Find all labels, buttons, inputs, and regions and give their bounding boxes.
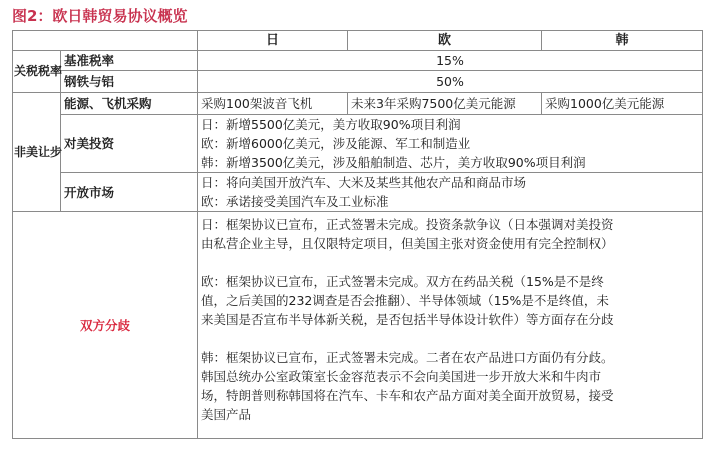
table-row bbox=[13, 71, 703, 93]
header-korea: 韩 bbox=[542, 31, 703, 51]
investment-japan: 日：新增5500亿美元，美方收取90%项目利润 bbox=[201, 117, 461, 132]
dispute-japan-line: 日：框架协议已宣布，正式签署未完成。投资条款争议（日本强调对美投资 bbox=[201, 217, 614, 232]
dispute-eu-line: 值，之后美国的232调查是否会推翻）、半导体领域（15%是不是终值，未 bbox=[201, 293, 609, 308]
steel-tariff-value: 50% bbox=[198, 71, 703, 93]
disputes-cell bbox=[198, 212, 703, 439]
header-japan: 日 bbox=[198, 31, 348, 51]
header-row bbox=[13, 31, 703, 51]
base-tariff-value: 15% bbox=[198, 51, 703, 71]
row-label: 能源、飞机采购 bbox=[61, 93, 198, 115]
dispute-korea-line: 场，特朗普则称韩国将在汽车、卡车和农产品方面对美全面开放贸易，接受 bbox=[201, 388, 614, 403]
energy-eu: 未来3年采购7500亿美元能源 bbox=[348, 93, 542, 115]
energy-japan: 采购100架波音飞机 bbox=[198, 93, 348, 115]
dispute-korea-line: 韩国总统办公室政策室长金容范表示不会向美国进一步开放大米和牛肉市 bbox=[201, 369, 602, 384]
investment-eu: 欧：新增6000亿美元，涉及能源、军工和制造业 bbox=[201, 136, 471, 151]
dispute-korea-line: 美国产品 bbox=[201, 407, 252, 422]
header-eu: 欧 bbox=[348, 31, 542, 51]
figure-title: 图2：欧日韩贸易协议概览 bbox=[12, 7, 188, 25]
investment-cell bbox=[198, 115, 703, 173]
dispute-eu-line: 来美国是否宣布半导体新关税，是否包括半导体设计软件）等方面存在分歧 bbox=[201, 312, 614, 327]
concessions-group-label: 非美让步 bbox=[13, 93, 61, 212]
dispute-japan-line: 由私营企业主导，且仅限特定项目，但美国主张对资金使用有完全控制权） bbox=[201, 236, 614, 251]
market-cell bbox=[198, 173, 703, 212]
dispute-korea-line: 韩：框架协议已宣布，正式签署未完成。二者在农产品进口方面仍有分歧。 bbox=[201, 350, 614, 365]
row-label: 基准税率 bbox=[61, 51, 198, 71]
table-row bbox=[13, 115, 703, 173]
header-empty bbox=[13, 31, 198, 51]
row-label: 对美投资 bbox=[61, 115, 198, 173]
dispute-eu-line: 欧：框架协议已宣布，正式签署未完成。双方在药品关税（15%是不是终 bbox=[201, 274, 604, 289]
investment-korea: 韩：新增3500亿美元，涉及船舶制造、芯片，美方收取90%项目利润 bbox=[201, 155, 586, 170]
row-label: 开放市场 bbox=[61, 173, 198, 212]
table-row bbox=[13, 212, 703, 439]
disputes-label: 双方分歧 bbox=[13, 212, 198, 439]
row-label: 钢铁与铝 bbox=[61, 71, 198, 93]
table-row bbox=[13, 51, 703, 71]
table-row bbox=[13, 93, 703, 115]
table-row bbox=[13, 173, 703, 212]
energy-korea: 采购1000亿美元能源 bbox=[542, 93, 703, 115]
trade-agreement-table bbox=[12, 30, 703, 439]
tariff-group-label: 关税税率 bbox=[13, 51, 61, 93]
market-japan: 日：将向美国开放汽车、大米及某些其他农产品和商品市场 bbox=[201, 175, 527, 190]
market-eu: 欧：承诺接受美国汽车及工业标准 bbox=[201, 194, 389, 209]
